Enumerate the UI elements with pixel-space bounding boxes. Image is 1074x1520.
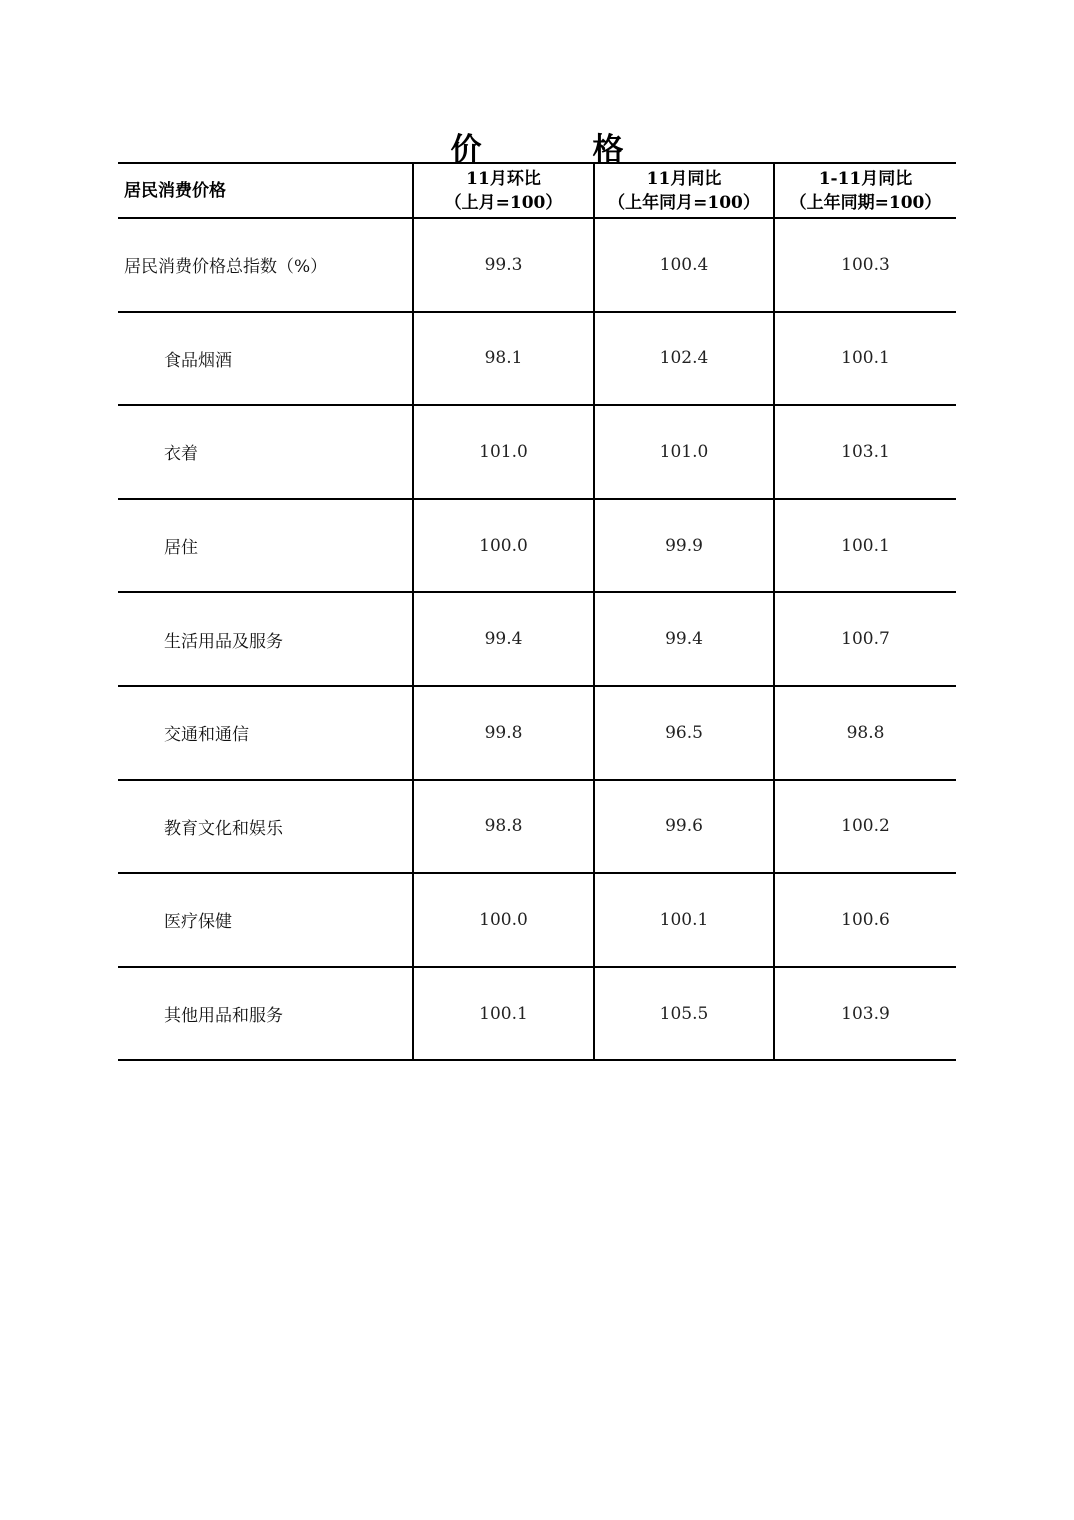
column-header-title: 11月环比: [466, 168, 541, 189]
row-label: 食品烟酒: [118, 312, 413, 406]
column-header-base: （上年同月=100）: [608, 192, 760, 213]
cell-ytd: 100.7: [774, 592, 956, 686]
row-label: 其他用品和服务: [118, 967, 413, 1061]
table-header-row: [118, 163, 956, 218]
column-header-yoy: [594, 163, 774, 218]
cell-mom: 98.1: [413, 312, 594, 406]
table-row: [118, 873, 956, 967]
cell-yoy: 105.5: [594, 967, 774, 1061]
cell-ytd: 103.9: [774, 967, 956, 1061]
column-header-base: （上月=100）: [444, 192, 563, 213]
cell-ytd: 100.1: [774, 499, 956, 593]
column-header-title: 1-11月同比: [818, 168, 913, 189]
row-label: 衣着: [118, 405, 413, 499]
cell-yoy: 99.4: [594, 592, 774, 686]
table-row: [118, 592, 956, 686]
cell-yoy: 101.0: [594, 405, 774, 499]
row-label: 生活用品及服务: [118, 592, 413, 686]
table-row: [118, 686, 956, 780]
cell-mom: 99.3: [413, 218, 594, 312]
cell-ytd: 98.8: [774, 686, 956, 780]
cell-mom: 100.0: [413, 873, 594, 967]
column-header-base: （上年同期=100）: [789, 192, 942, 213]
cell-ytd: 100.2: [774, 780, 956, 874]
table-row: [118, 218, 956, 312]
price-table: [118, 162, 956, 1061]
cell-mom: 101.0: [413, 405, 594, 499]
cell-mom: 98.8: [413, 780, 594, 874]
cell-yoy: 99.9: [594, 499, 774, 593]
table-row: [118, 780, 956, 874]
row-label: 交通和通信: [118, 686, 413, 780]
row-label: 居民消费价格总指数（%）: [118, 218, 413, 312]
cell-mom: 99.8: [413, 686, 594, 780]
cell-mom: 100.0: [413, 499, 594, 593]
column-header-title: 11月同比: [646, 168, 722, 189]
table-row: [118, 405, 956, 499]
table-row: [118, 499, 956, 593]
cell-ytd: 103.1: [774, 405, 956, 499]
table-row: [118, 967, 956, 1061]
cell-yoy: 100.4: [594, 218, 774, 312]
cell-mom: 100.1: [413, 967, 594, 1061]
column-header-ytd: [774, 163, 956, 218]
corner-header: 居民消费价格: [118, 163, 413, 218]
cell-yoy: 96.5: [594, 686, 774, 780]
row-label: 居住: [118, 499, 413, 593]
cell-ytd: 100.1: [774, 312, 956, 406]
cell-yoy: 102.4: [594, 312, 774, 406]
cell-mom: 99.4: [413, 592, 594, 686]
table-row: [118, 312, 956, 406]
cell-yoy: 100.1: [594, 873, 774, 967]
page-title: 价 格: [450, 132, 664, 168]
row-label: 医疗保健: [118, 873, 413, 967]
cell-ytd: 100.6: [774, 873, 956, 967]
cell-ytd: 100.3: [774, 218, 956, 312]
row-label: 教育文化和娱乐: [118, 780, 413, 874]
column-header-mom: [413, 163, 594, 218]
cell-yoy: 99.6: [594, 780, 774, 874]
